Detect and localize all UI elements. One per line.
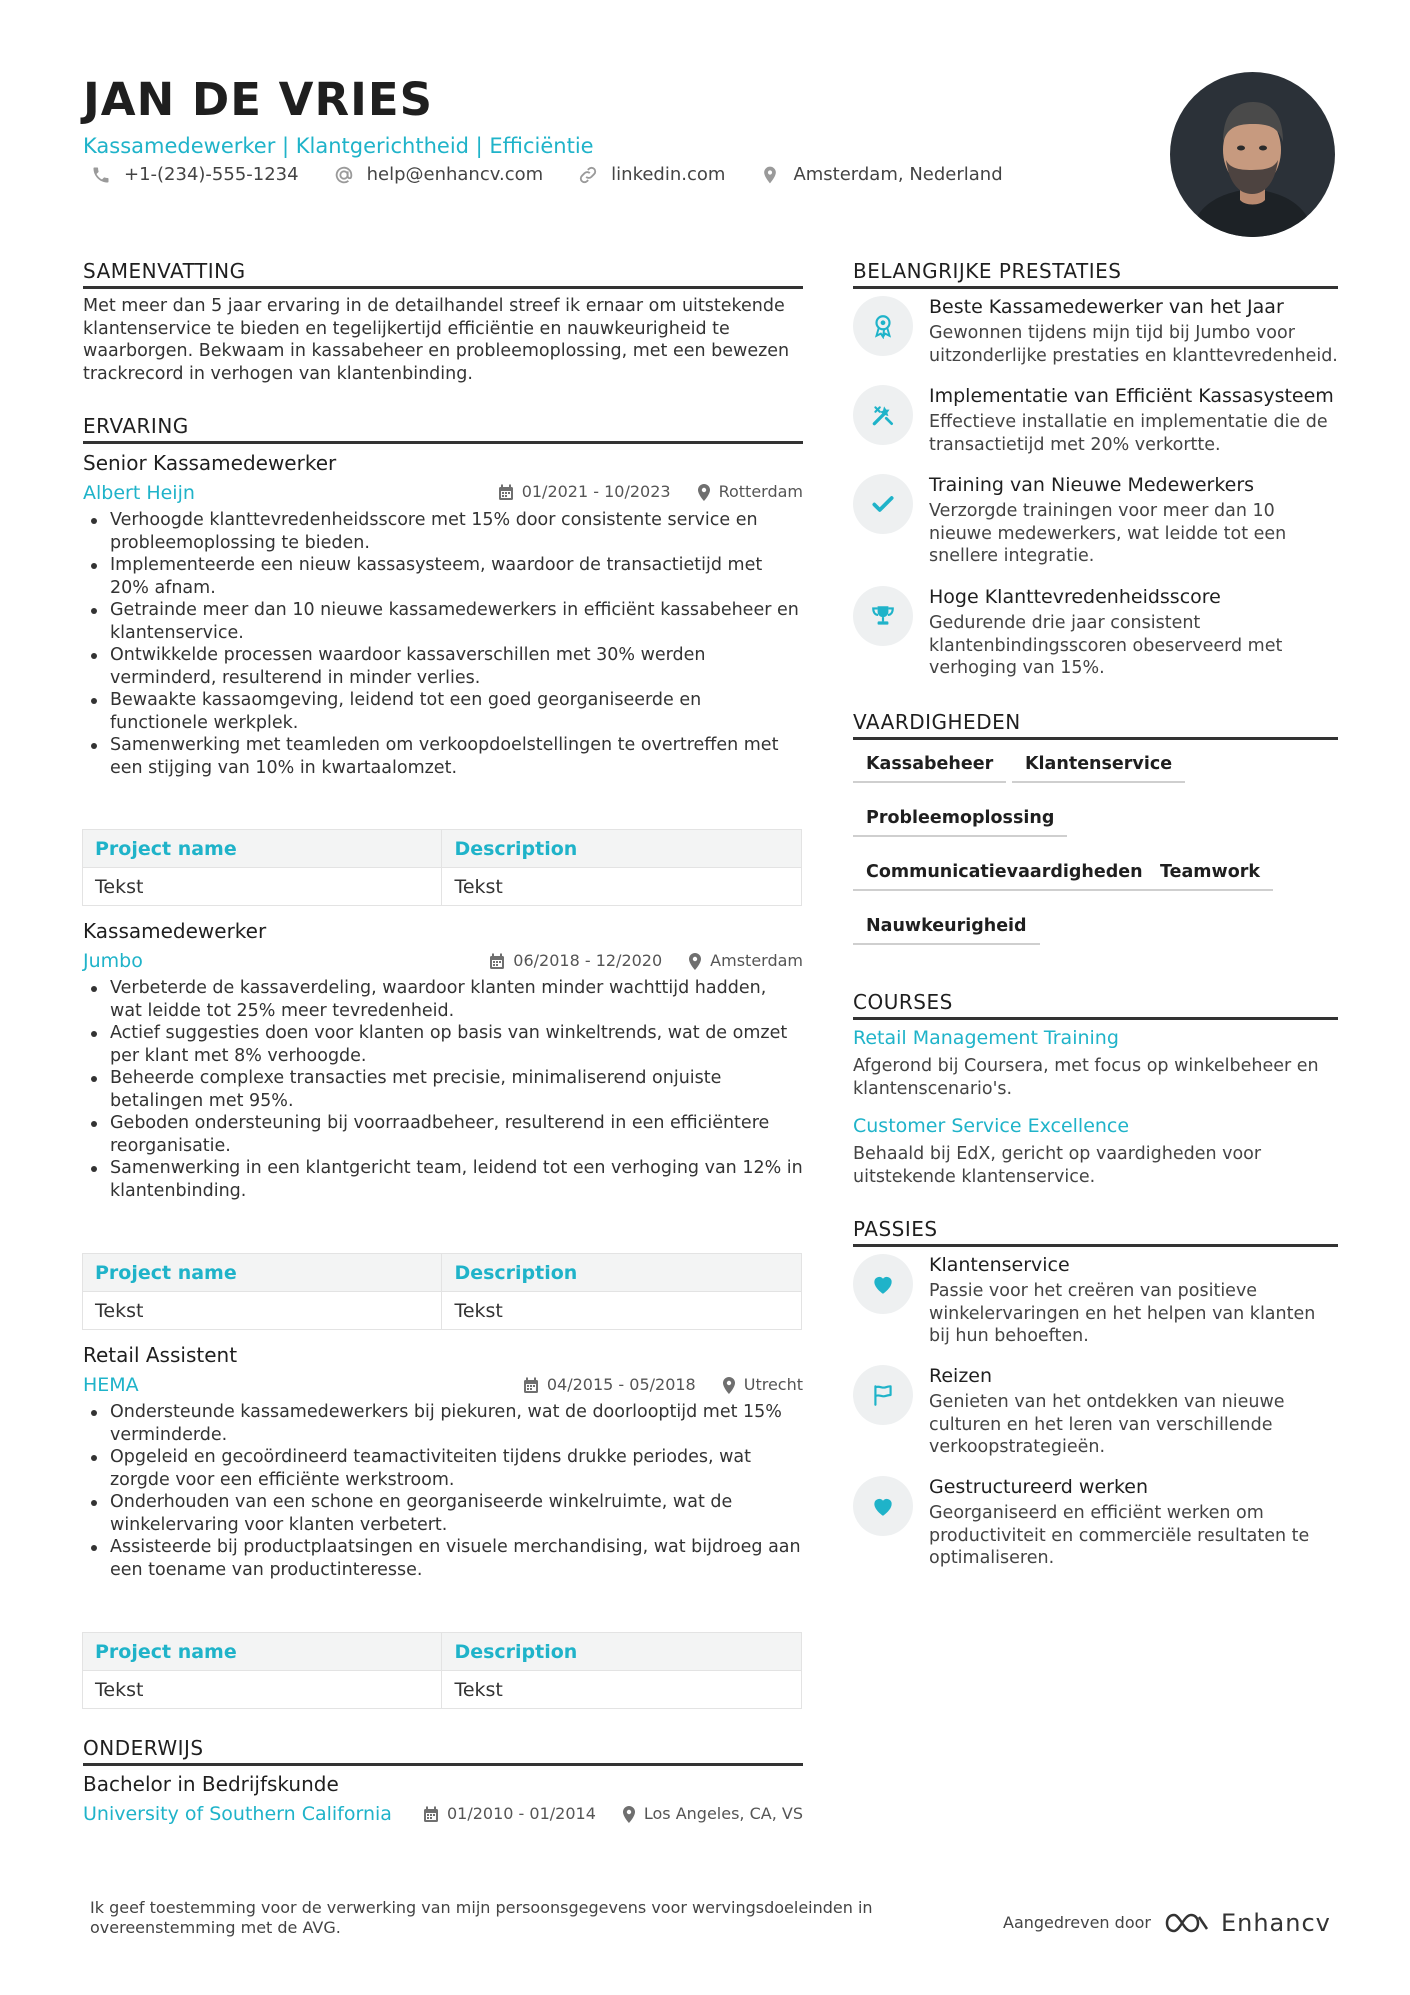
job-role: Retail Assistent	[83, 1343, 238, 1367]
heart-icon	[853, 1476, 913, 1536]
contact-bar	[90, 162, 1037, 188]
job-role: Kassamedewerker	[83, 919, 267, 943]
job-location: Utrecht	[743, 1375, 803, 1394]
list-item: Ondersteunde kassamedewerkers bij piekuren, wat de doorlooptijd met 15% verminderde.	[83, 1401, 803, 1446]
achievement-item	[853, 584, 1338, 684]
calendar-icon	[498, 484, 514, 501]
headline: Kassamedewerker | Klantgerichtheid | Efficiëntie	[83, 134, 594, 158]
job-dates: 04/2015 - 05/2018	[546, 1375, 696, 1394]
flag-icon	[853, 1365, 913, 1425]
location-pin-icon	[697, 484, 711, 501]
list-item: Actief suggesties doen voor klanten op basis van winkeltrends, wat de omzet per klant met 8% verhoogde.	[83, 1022, 803, 1067]
achievement-desc: Verzorgde trainingen voor meer dan 10 nieuwe medewerkers, wat leidde tot een snellere integratie.	[929, 501, 1287, 566]
list-item: Verhoogde klanttevredenheidsscore met 15% door consistente service en probleemoplossing te bieden.	[83, 509, 803, 554]
contact-email[interactable]	[333, 162, 544, 188]
avatar	[1170, 72, 1335, 237]
achievement-desc: Gedurende drie jaar consistent klantenbindingsscoren obeserveerd met verhoging van 15%.	[929, 613, 1283, 678]
job-bullets	[83, 509, 803, 779]
calendar-icon	[489, 953, 505, 970]
link-icon	[577, 164, 599, 186]
list-item: Opgeleid en gecoördineerd teamactiviteiten tijdens drukke periodes, wat zorgde voor een efficiënte werkstroom.	[83, 1446, 803, 1491]
table-header-description: Description	[442, 1254, 802, 1292]
table-cell: Tekst	[442, 1292, 802, 1330]
passion-desc: Genieten van het ontdekken van nieuwe culturen en het leren van verschillende verkoopstrategieën.	[929, 1392, 1285, 1457]
table-header-project: Project name	[83, 830, 442, 868]
job-location: Amsterdam	[710, 951, 803, 970]
powered-by-label: Aangedreven door	[1003, 1913, 1151, 1932]
course-desc: Behaald bij EdX, gericht op vaardigheden voor uitstekende klantenservice.	[853, 1144, 1262, 1187]
achievement-title: Beste Kassamedewerker van het Jaar	[929, 296, 1284, 318]
table-cell: Tekst	[442, 868, 802, 906]
phone-icon	[90, 164, 112, 186]
table-header-description: Description	[442, 1633, 802, 1671]
skill-tag: Probleemoplossing	[853, 803, 1067, 837]
phone-text: +1-(234)-555-1234	[124, 164, 299, 185]
table-header-project: Project name	[83, 1633, 442, 1671]
table-header-description: Description	[442, 830, 802, 868]
linkedin-text: linkedin.com	[611, 164, 726, 185]
calendar-icon	[423, 1806, 439, 1823]
skill-tag: Kassabeheer	[853, 749, 1006, 783]
at-icon	[333, 164, 355, 186]
location-pin-icon	[622, 1806, 636, 1823]
list-item: Getrainde meer dan 10 nieuwe kassamedewerkers in efficiënt kassabeheer en klantenservice.	[83, 599, 803, 644]
list-item: Verbeterde de kassaverdeling, waardoor klanten minder wachttijd hadden, wat leidde tot 25% meer tevredenheid.	[83, 977, 803, 1022]
calendar-icon	[523, 1377, 539, 1394]
candidate-name: JAN DE VRIES	[83, 73, 434, 126]
location-pin-icon	[759, 164, 781, 186]
job-company: Jumbo	[83, 950, 143, 972]
project-table	[82, 1632, 802, 1709]
passion-desc: Georganiseerd en efficiënt werken om productiviteit en commerciële resultaten te optimaliseren.	[929, 1503, 1310, 1568]
table-row	[83, 1671, 802, 1709]
education-dates: 01/2010 - 01/2014	[446, 1804, 596, 1823]
achievement-item	[853, 383, 1338, 463]
table-row	[83, 1292, 802, 1330]
list-item: Onderhouden van een schone en georganiseerde winkelruimte, wat de winkelervaring voor klanten verbetert.	[83, 1491, 803, 1536]
list-item: Ontwikkelde processen waardoor kassaverschillen met 30% werden verminderd, resulterend in minder verlies.	[83, 644, 803, 689]
passion-item	[853, 1474, 1338, 1574]
job-role: Senior Kassamedewerker	[83, 451, 337, 475]
job-dates: 06/2018 - 12/2020	[513, 951, 663, 970]
job-meta	[498, 481, 803, 503]
passion-title: Gestructureerd werken	[929, 1476, 1149, 1498]
summary-text: Met meer dan 5 jaar ervaring in de detailhandel streef ik ernaar om uitstekende klantenservice te bieden en tegelijkertijd efficiëntie en nauwkeurigheid te waarborgen. Bekwaam in kassabeheer en probleemoplossing, met een bewezen trackrecord in verhogen van klantenbinding.	[83, 296, 790, 384]
table-header-project: Project name	[83, 1254, 442, 1292]
location-pin-icon	[688, 953, 702, 970]
passions-title: PASSIES	[853, 1216, 1338, 1247]
achievement-title: Training van Nieuwe Medewerkers	[929, 474, 1255, 496]
table-cell: Tekst	[83, 1671, 442, 1709]
job-meta	[489, 950, 803, 972]
email-text: help@enhancv.com	[366, 164, 544, 185]
list-item: Beheerde complexe transacties met precisie, minimaliserend onjuiste betalingen met 95%.	[83, 1067, 803, 1112]
project-table	[82, 829, 802, 906]
achievement-item	[853, 294, 1338, 374]
award-icon	[853, 296, 913, 356]
experience-title: ERVARING	[83, 413, 803, 444]
achievement-desc: Gewonnen tijdens mijn tijd bij Jumbo voor uitzonderlijke prestaties en klanttevredenheid.	[929, 323, 1338, 366]
achievement-title: Implementatie van Efficiënt Kassasysteem	[929, 385, 1334, 407]
job-bullets	[83, 1401, 803, 1581]
achievement-item	[853, 472, 1338, 572]
list-item: Samenwerking in een klantgericht team, leidend tot een verhoging van 12% in klantenbinding.	[83, 1157, 803, 1202]
consent-note: Ik geef toestemming voor de verwerking van mijn persoonsgegevens voor wervingsdoeleinden in overeenstemming met de AVG.	[90, 1898, 873, 1937]
job-location: Rotterdam	[718, 482, 803, 501]
list-item: Bewaakte kassaomgeving, leidend tot een goed georganiseerde en functionele werkplek.	[83, 689, 803, 734]
skill-tag: Klantenservice	[1012, 749, 1185, 783]
course-title: Customer Service Excellence	[853, 1115, 1130, 1137]
job-company: HEMA	[83, 1374, 139, 1396]
passion-item	[853, 1252, 1338, 1352]
table-cell: Tekst	[83, 1292, 442, 1330]
achievement-title: Hoge Klanttevredenheidsscore	[929, 586, 1221, 608]
enhancv-logo-icon	[1163, 1911, 1211, 1935]
skill-tag: Communicatievaardigheden	[853, 857, 1156, 891]
job-bullets	[83, 977, 803, 1202]
trophy-icon	[853, 586, 913, 646]
location-text: Amsterdam, Nederland	[793, 164, 1003, 185]
contact-location	[759, 162, 1002, 188]
job-company: Albert Heijn	[83, 482, 195, 504]
skill-tag: Nauwkeurigheid	[853, 911, 1040, 945]
table-cell: Tekst	[83, 868, 442, 906]
heart-icon	[853, 1254, 913, 1314]
powered-by	[1003, 1911, 1331, 1935]
tools-icon	[853, 385, 913, 445]
education-location: Los Angeles, CA, VS	[643, 1804, 803, 1823]
list-item: Assisteerde bij productplaatsingen en visuele merchandising, wat bijdroeg aan een toename van productinteresse.	[83, 1536, 803, 1581]
courses-title: COURSES	[853, 989, 1338, 1020]
list-item: Geboden ondersteuning bij voorraadbeheer, resulterend in een efficiëntere reorganisatie.	[83, 1112, 803, 1157]
achievements-title: BELANGRIJKE PRESTATIES	[853, 258, 1338, 289]
education-school: University of Southern California	[83, 1803, 392, 1825]
job-dates: 01/2021 - 10/2023	[521, 482, 671, 501]
education-meta	[423, 1803, 803, 1825]
course-desc: Afgerond bij Coursera, met focus op winkelbeheer en klantenscenario's.	[853, 1056, 1319, 1099]
table-row	[83, 868, 802, 906]
skills-title: VAARDIGHEDEN	[853, 709, 1338, 740]
location-pin-icon	[722, 1377, 736, 1394]
summary-title: SAMENVATTING	[83, 258, 803, 289]
contact-linkedin[interactable]	[577, 162, 725, 188]
skill-tag: Teamwork	[1147, 857, 1273, 891]
achievement-desc: Effectieve installatie en implementatie die de transactietijd met 20% verkortte.	[929, 412, 1328, 455]
passion-desc: Passie voor het creëren van positieve winkelervaringen en het helpen van klanten bij hun behoeften.	[929, 1281, 1316, 1346]
course-title: Retail Management Training	[853, 1027, 1119, 1049]
list-item: Samenwerking met teamleden om verkoopdoelstellingen te overtreffen met een stijging van 10% in kwartaalomzet.	[83, 734, 803, 779]
passion-title: Reizen	[929, 1365, 993, 1387]
job-meta	[523, 1374, 803, 1396]
contact-phone[interactable]	[90, 162, 299, 188]
list-item: Implementeerde een nieuw kassasysteem, waardoor de transactietijd met 20% afnam.	[83, 554, 803, 599]
passion-title: Klantenservice	[929, 1254, 1070, 1276]
brand-name: Enhancv	[1220, 1909, 1331, 1937]
education-title: ONDERWIJS	[83, 1735, 803, 1766]
project-table	[82, 1253, 802, 1330]
table-cell: Tekst	[442, 1671, 802, 1709]
education-degree: Bachelor in Bedrijfskunde	[83, 1772, 339, 1796]
check-icon	[853, 474, 913, 534]
passion-item	[853, 1363, 1338, 1463]
